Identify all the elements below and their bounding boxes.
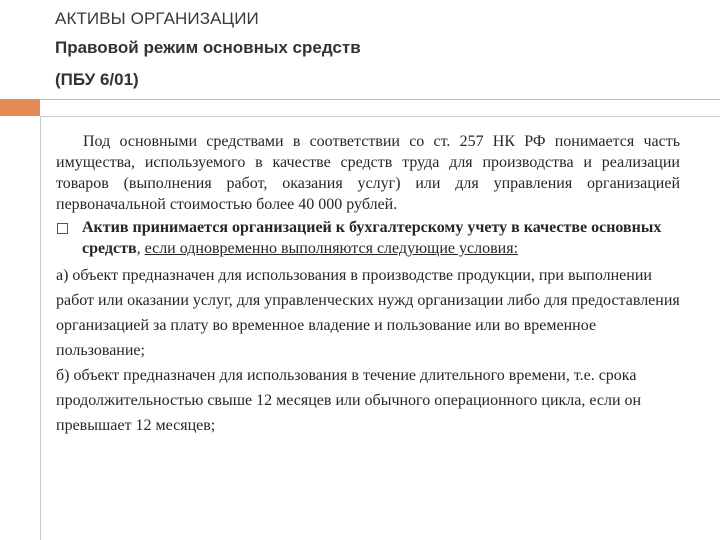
accent-block xyxy=(0,99,40,116)
slide-title: Правовой режим основных средств xyxy=(55,38,361,57)
slide-content xyxy=(56,131,680,438)
header-divider-bottom xyxy=(40,116,720,117)
header-divider-top xyxy=(40,99,720,100)
bullet-item xyxy=(56,217,680,259)
bullet-comma: , xyxy=(136,240,145,257)
bullet-text xyxy=(82,217,680,259)
bullet-underlined-text: если одновременно выполняются следующие условия: xyxy=(144,240,519,257)
section-title: АКТИВЫ ОРГАНИЗАЦИИ xyxy=(55,9,259,28)
left-vertical-rule xyxy=(40,116,41,540)
condition-item-b: б) объект предназначен для использования в течение длительного времени, т.е. срока продолжительностью свыше 12 месяцев или обычного операционного цикла, если он превышает 12 месяцев; xyxy=(56,367,642,434)
slide-subtitle: (ПБУ 6/01) xyxy=(55,70,139,89)
slide-header xyxy=(55,8,705,92)
bullet-bold-text: Актив принимается организацией к бухгалтерскому учету в качестве основных средств xyxy=(82,219,662,257)
square-bullet-icon xyxy=(57,223,68,234)
definition-paragraph: Под основными средствами в соответствии со ст. 257 НК РФ понимается часть имущества, используемого в качестве средств труда для производства и реализации товаров (выполнения работ, оказания услуг) или для управления организацией первоначальной стоимостью более 40 000 рублей. xyxy=(56,133,680,213)
condition-item-a: а) объект предназначен для использования в производстве продукции, при выполнении работ или оказании услуг, для управленческих нужд организации либо для предоставления организацией за плату во временное владение и пользование или во временное пользование; xyxy=(56,267,680,359)
conditions-list xyxy=(56,263,680,438)
